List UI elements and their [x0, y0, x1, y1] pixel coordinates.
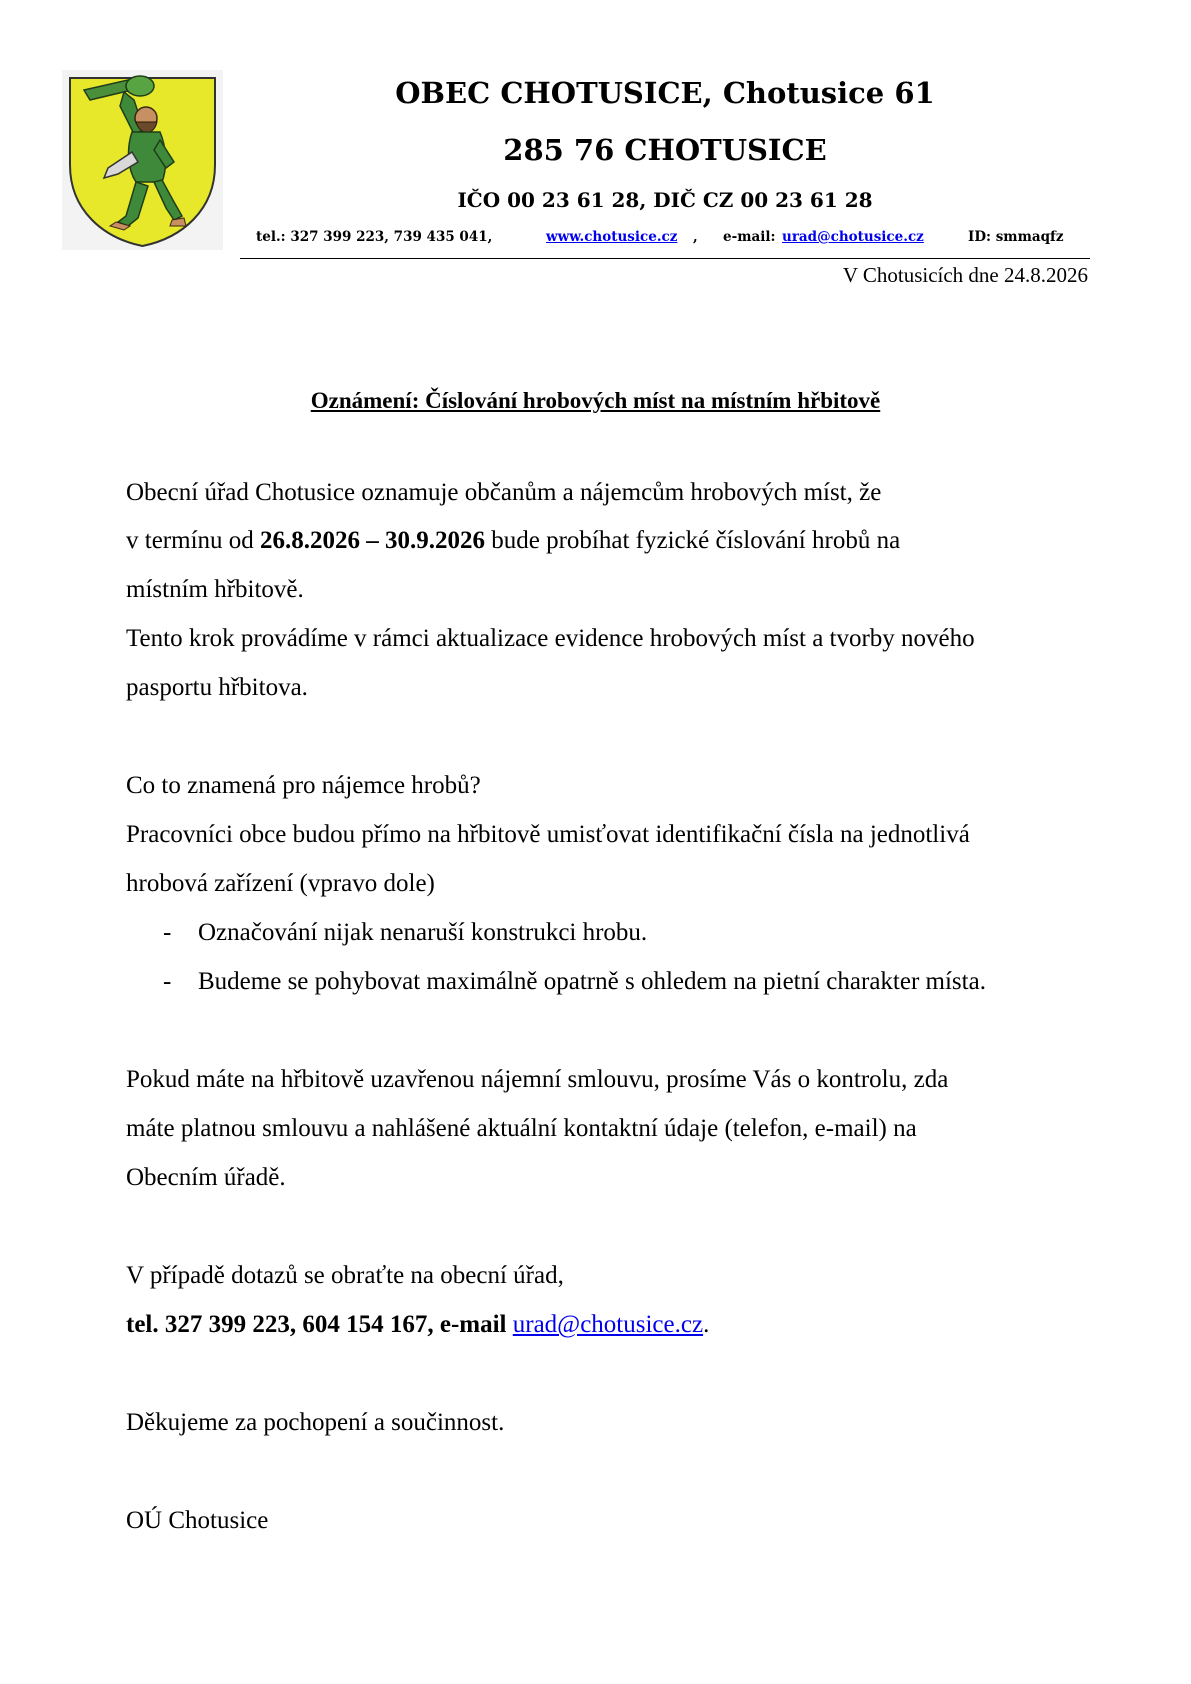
- date-range: 26.8.2026 – 30.9.2026: [260, 527, 486, 554]
- header-postal-line: 285 76 CHOTUSICE: [503, 133, 827, 167]
- paragraph-1-line-3: místním hřbitově.: [126, 576, 304, 603]
- header-phone: tel.: 327 399 223, 739 435 041,: [256, 229, 493, 245]
- contact-phones: tel. 327 399 223, 604 154 167, e-mail: [126, 1311, 507, 1338]
- bullet-item-1: Označování nijak nenaruší konstrukci hrobu.: [198, 919, 648, 946]
- question-line: Co to znamená pro nájemce hrobů?: [126, 772, 481, 799]
- paragraph-1-line-2: v termínu od 26.8.2026 – 30.9.2026 bude probíhat fyzické číslování hrobů na: [126, 527, 901, 554]
- coat-of-arms-logo: [62, 70, 223, 250]
- header-ico-dic-line: IČO 00 23 61 28, DIČ CZ 00 23 61 28: [457, 188, 873, 212]
- header-web-suffix: ,: [693, 229, 698, 245]
- paragraph-2-line-2: hrobová zařízení (vpravo dole): [126, 870, 435, 897]
- header-email-link[interactable]: urad@chotusice.cz: [782, 229, 924, 245]
- signature: OÚ Chotusice: [126, 1507, 269, 1534]
- header-web-link[interactable]: www.chotusice.cz: [546, 229, 678, 245]
- paragraph-2-line-1: Pracovníci obce budou přímo na hřbitově umisťovat identifikační čísla na jednotlivá: [126, 821, 970, 848]
- crest-icon: [62, 70, 223, 250]
- paragraph-1-line-1: Obecní úřad Chotusice oznamuje občanům a nájemcům hrobových míst, že: [126, 479, 882, 506]
- bullet-marker: -: [163, 919, 172, 946]
- bullet-marker: -: [163, 968, 172, 995]
- paragraph-1-line-4: Tento krok provádíme v rámci aktualizace evidence hrobových míst a tvorby nového: [126, 625, 975, 652]
- contact-details-line: tel. 327 399 223, 604 154 167, e-mail urad@chotusice.cz.: [126, 1311, 710, 1338]
- thanks-line: Děkujeme za pochopení a součinnost.: [126, 1409, 505, 1436]
- paragraph-3-line-3: Obecním úřadě.: [126, 1164, 286, 1191]
- date-line: V Chotusicích dne 24.8.2026: [842, 263, 1088, 287]
- contact-email-link[interactable]: urad@chotusice.cz: [512, 1311, 704, 1338]
- header-contact-row: [256, 227, 1086, 247]
- paragraph-1-line-5: pasportu hřbitova.: [126, 674, 308, 701]
- paragraph-3-line-1: Pokud máte na hřbitově uzavřenou nájemní smlouvu, prosíme Vás o kontrolu, zda: [126, 1066, 949, 1093]
- header-email-label: e-mail:: [723, 229, 776, 245]
- paragraph-3-line-2: máte platnou smlouvu a nahlášené aktuální kontaktní údaje (telefon, e-mail) na: [126, 1115, 917, 1142]
- bullet-item-2: Budeme se pohybovat maximálně opatrně s ohledem na pietní charakter místa.: [198, 968, 986, 995]
- contact-intro-line: V případě dotazů se obraťte na obecní úřad,: [126, 1262, 564, 1289]
- header-municipality-line: OBEC CHOTUSICE, Chotusice 61: [395, 76, 935, 110]
- header-databox-id: ID: smmaqfz: [968, 229, 1064, 245]
- announcement-title: Oznámení: Číslování hrobových míst na místním hřbitově: [310, 388, 881, 413]
